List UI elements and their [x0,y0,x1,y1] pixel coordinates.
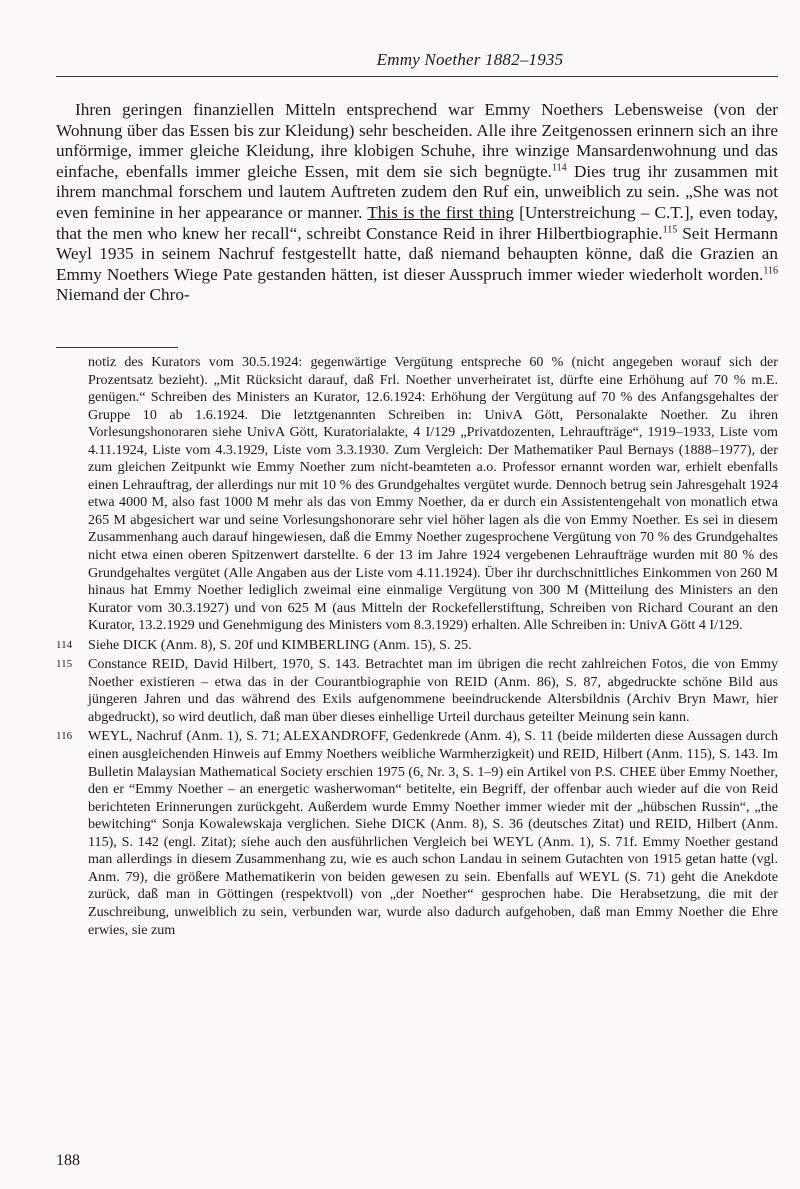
footnote-text: WEYL, Nachruf (Anm. 1), S. 71; ALEXANDROFF, Gedenkrede (Anm. 4), S. 11 (beide milderten diese Aussagen durch einen ausgleichenden Hinweis auf Emmy Noethers weibliche Warmherzigkeit) und REID, Hilbert (Anm. 115), S. 143. Im Bulletin Malaysian Mathematical Society erschien 1975 (6, Nr. 3, S. 1–9) ein Artikel von P.S. CHEE über Emmy Noether, den er “Emmy Noether – an energetic washerwoman“ betitelte, ein Begriff, der offenbar auch wieder auf die von Reid berichteten Erinnerungen zurückgeht. Außerdem wurde Emmy Noether immer wieder mit der „hübschen Russin“, „the bewitching“ Sonja Kowalewskaja verglichen. Siehe DICK (Anm. 8), S. 36 (deutsches Zitat) und REID, Hilbert (Anm. 115), S. 142 (engl. Zitat); siehe auch den ausführlichen Vergleich bei WEYL (Anm. 1), S. 71f. Emmy Noether gestand man allerdings in diesem Zusammenhang zu, wie es auch schon Landau in seinem Gutachten von 1915 getan hatte (vgl. Anm. 79), die größere Mathematikerin von beiden gewesen zu sein. Ebenfalls auf WEYL (S. 71) geht die Anekdote zurück, daß man in Göttingen (respektvoll) von „der Noether“ gesprochen habe. Die Herabsetzung, die mit der Zuschreibung, unweiblich zu sein, verbunden war, wurde also dadurch aufgehoben, daß man Emmy Noether die Ehre erwies, sie zum [88,728,778,938]
footnote-number: 116 [56,730,73,743]
footnote-text: notiz des Kurators vom 30.5.1924: gegenwärtige Vergütung entspreche 60 % (nicht angegeben worauf sich der Prozentsatz bezieht). „Mit Rücksicht darauf, daß Frl. Noether unverheiratet ist, dürfte eine Erhöhung auf 70 % m.E. genügen.“ Schreiben des Ministers an Kurator, 12.6.1924: Erhöhung der Vergütung auf 70 % des Anfangsgehaltes der Gruppe 10 ab 1.6.1924. Die letztgenannten Schreiben in: UnivA Gött, Personalakte Noether. Zu ihren Vorlesungshonoraren siehe UnivA Gött, Kuratorialakte, 4 I/129 „Privatdozenten, Lehraufträge“, 1919–1933, Liste vom 4.11.1924, Liste vom 4.3.1929, Liste vom 3.3.1930. Zum Vergleich: Der Mathematiker Paul Bernays (1888–1977), der zum gleichen Zeitpunkt wie Emmy Noether zum nicht-beamteten a.o. Professor ernannt worden war, erhielt ebenfalls einen Lehrauftrag, der allerdings nur mit 10 % des Grundgehaltes vergütet wurde. Dennoch betrug sein Jahresgehalt 1924 etwa 4000 M, also fast 1000 M mehr als das von Emmy Noether, da er durch ein Assistentengehalt von monatlich etwa 265 M abgesichert war und seine Vorlesungshonorare sehr viel höher lagen als die von Emmy Noether. Es sei in diesem Zusammenhang auch darauf hingewiesen, daß die Emmy Noether zugesprochene Vergütung von 70 % des Grundgehaltes nicht etwa einen oberen Spitzenwert darstellte. 6 der 13 im Jahre 1924 vergebenen Lehraufträge wurden mit 80 % des Grundgehaltes vergütet (Alle Angaben aus der Liste vom 4.11.1924). Über ihr durchschnittliches Einkommen von 260 M hinaus hat Emmy Noether lediglich zweimal eine einmalige Vergütung von 300 M (Mitteilung des Ministers an den Kurator vom 30.3.1927) und von 625 M (aus Mitteln der Rockefellerstiftung, Schreiben von Richard Courant an den Kurator, 13.2.1929 und Genehmigung des Ministers vom 8.3.1929) erhalten. Alle Schreiben in: UnivA Gött 4 I/129. [88,354,778,634]
footnote-continued [56,354,778,635]
footnote-114 [56,637,778,655]
footnote-separator [56,347,178,348]
main-text-part: Niemand der Chro- [56,285,190,305]
main-text-part: Seit Hermann Weyl 1935 in seinem Nachruf festgestellt hatte, daß niemand behaupten könne, daß die Grazien an Emmy Noethers Wiege Pate gestanden hätten, ist dieser Ausspruch immer wieder wiederholt worden. [56,223,778,284]
footnote-116 [56,728,778,939]
main-paragraph [56,100,778,306]
main-text-part: Ihren geringen finanziellen Mitteln entsprechend war Emmy Noethers Lebensweise (von der Wohnung über das Essen bis zur Kleidung) sehr bescheiden. Alle ihre Zeitgenossen erinnern sich an ihre unförmige, immer gleiche Kleidung, ihre klobigen Schuhe, ihre winzige Mansardenwohnung und das einfache, ebenfalls immer gleiche Essen, mit dem sie sich begnügte. [56,100,778,181]
main-text-part: Dies trug ihr zusammen mit ihrem manchmal forschem und lautem Auftreten zudem den Ruf ein, unweiblich zu sein. „She was not even feminine in her appearance or manner. [56,161,778,222]
footnote-ref-114: 114 [551,162,567,174]
footnote-number: 114 [56,638,73,651]
footnote-text: Siehe DICK (Anm. 8), S. 20f und KIMBERLING (Anm. 15), S. 25. [88,636,472,653]
footnote-ref-116: 116 [763,265,778,277]
underlined-quote: This is the first thing [367,202,514,222]
main-text-part: [Unterstreichung – C.T.], even today, that the men who knew her recall“, schreibt Constance Reid in ihrer Hilbertbiographie. [56,202,778,243]
footnotes [56,354,778,941]
running-head: Emmy Noether 1882–1935 [376,50,564,69]
footnote-ref-115: 115 [662,223,678,235]
footnote-115 [56,656,778,726]
footnote-text: Constance REID, David Hilbert, 1970, S. 143. Betrachtet man im übrigen die recht zahlreichen Fotos, die von Emmy Noether existieren – etwa das in der Courantbiographie von REID (Anm. 86), S. 87, abgedruckte schöne Bild aus jüngeren Jahren und das während des Exils aufgenommene beeindruckende Altersbildnis (Archiv Bryn Mawr, hier abgedruckt), so wird deutlich, daß man über dieses einhellige Urteil durchaus geteilter Meinung sein kann. [88,656,778,725]
header-rule [56,76,778,77]
page-number: 188 [56,1152,80,1169]
footnote-number: 115 [56,658,73,671]
